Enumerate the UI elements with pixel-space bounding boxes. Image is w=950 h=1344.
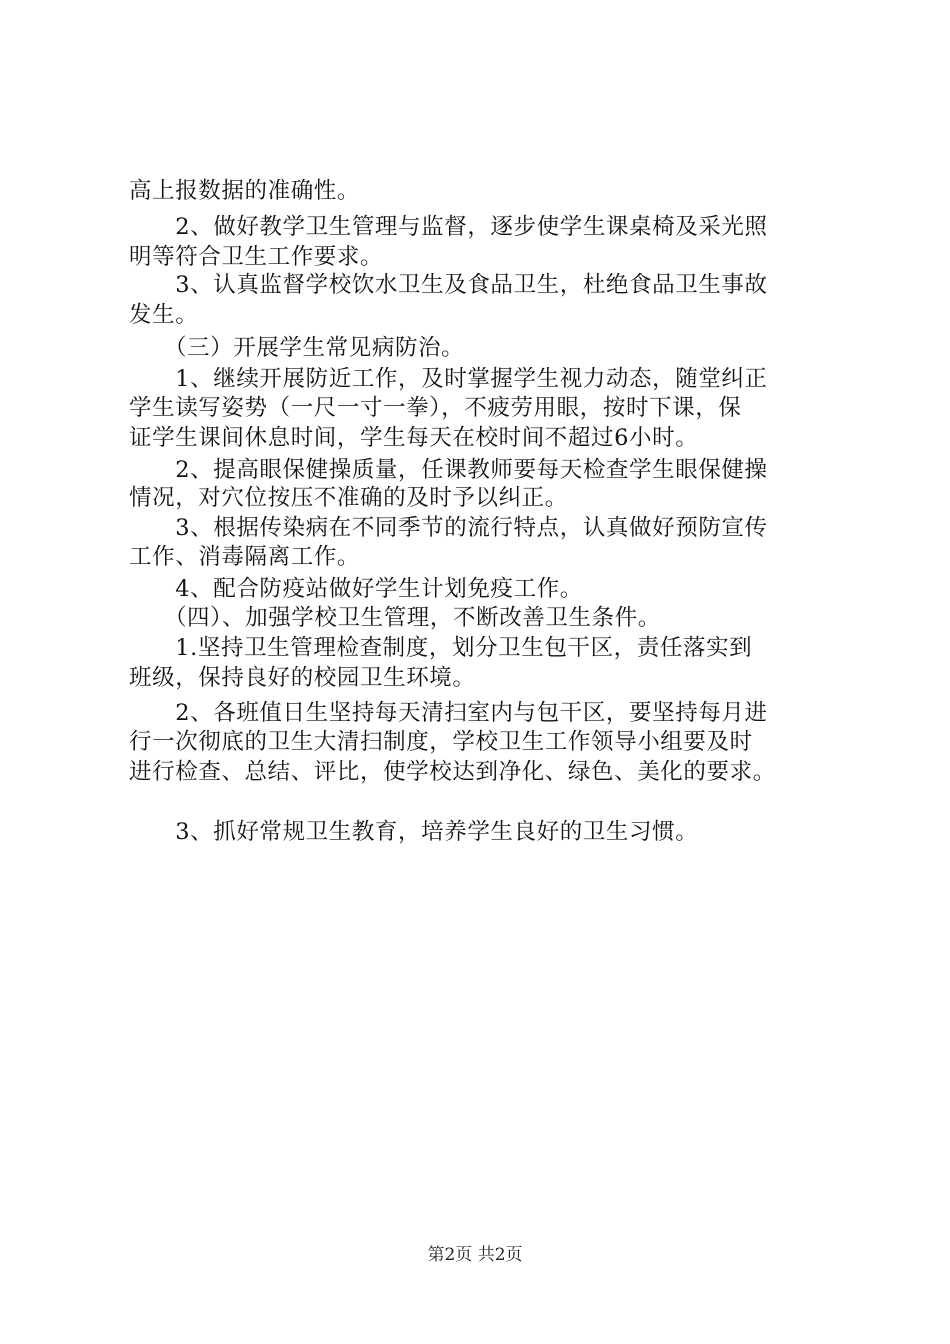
- text-line: 高上报数据的准确性。: [129, 178, 361, 204]
- text-line: 班级，保持良好的校园卫生环境。: [129, 665, 476, 691]
- section-heading: （四）、加强学校卫生管理，不断改善卫生条件。: [129, 605, 661, 631]
- text-line: 工作、消毒隔离工作。: [129, 544, 361, 570]
- text-line: 行一次彻底的卫生大清扫制度，学校卫生工作领导小组要及时: [129, 729, 753, 755]
- text-line: 3、抓好常规卫生教育，培养学生良好的卫生习惯。: [129, 819, 699, 845]
- text-line: 3、根据传染病在不同季节的流行特点，认真做好预防宣传: [129, 515, 768, 541]
- text-line: 1.坚持卫生管理检查制度，划分卫生包干区，责任落实到: [129, 635, 753, 661]
- text-line: 进行检查、总结、评比，使学校达到净化、绿色、美化的要求。: [129, 759, 776, 785]
- text-line: 学生读写姿势（一尺一寸一拳），不疲劳用眼，按时下课，保: [129, 395, 742, 421]
- text-line: 2、提高眼保健操质量，任课教师要每天检查学生眼保健操: [129, 457, 768, 483]
- text-line: 发生。: [129, 302, 199, 328]
- text-line: 证学生课间休息时间，学生每天在校时间不超过6小时。: [129, 425, 699, 451]
- text-line: 2、各班值日生坚持每天清扫室内与包干区，要坚持每月进: [129, 700, 768, 726]
- text-line: 明等符合卫生工作要求。: [129, 244, 384, 270]
- text-line: 4、配合防疫站做好学生计划免疫工作。: [129, 576, 583, 602]
- text-line: 情况，对穴位按压不准确的及时予以纠正。: [129, 485, 568, 511]
- page-footer: 第2页 共2页: [427, 1245, 523, 1265]
- section-heading: （三）开展学生常见病防治。: [129, 335, 465, 361]
- text-line: 1、继续开展防近工作，及时掌握学生视力动态，随堂纠正: [129, 366, 768, 392]
- text-line: 2、做好教学卫生管理与监督，逐步使学生课桌椅及采光照: [129, 214, 768, 240]
- text-line: 3、认真监督学校饮水卫生及食品卫生，杜绝食品卫生事故: [129, 272, 768, 298]
